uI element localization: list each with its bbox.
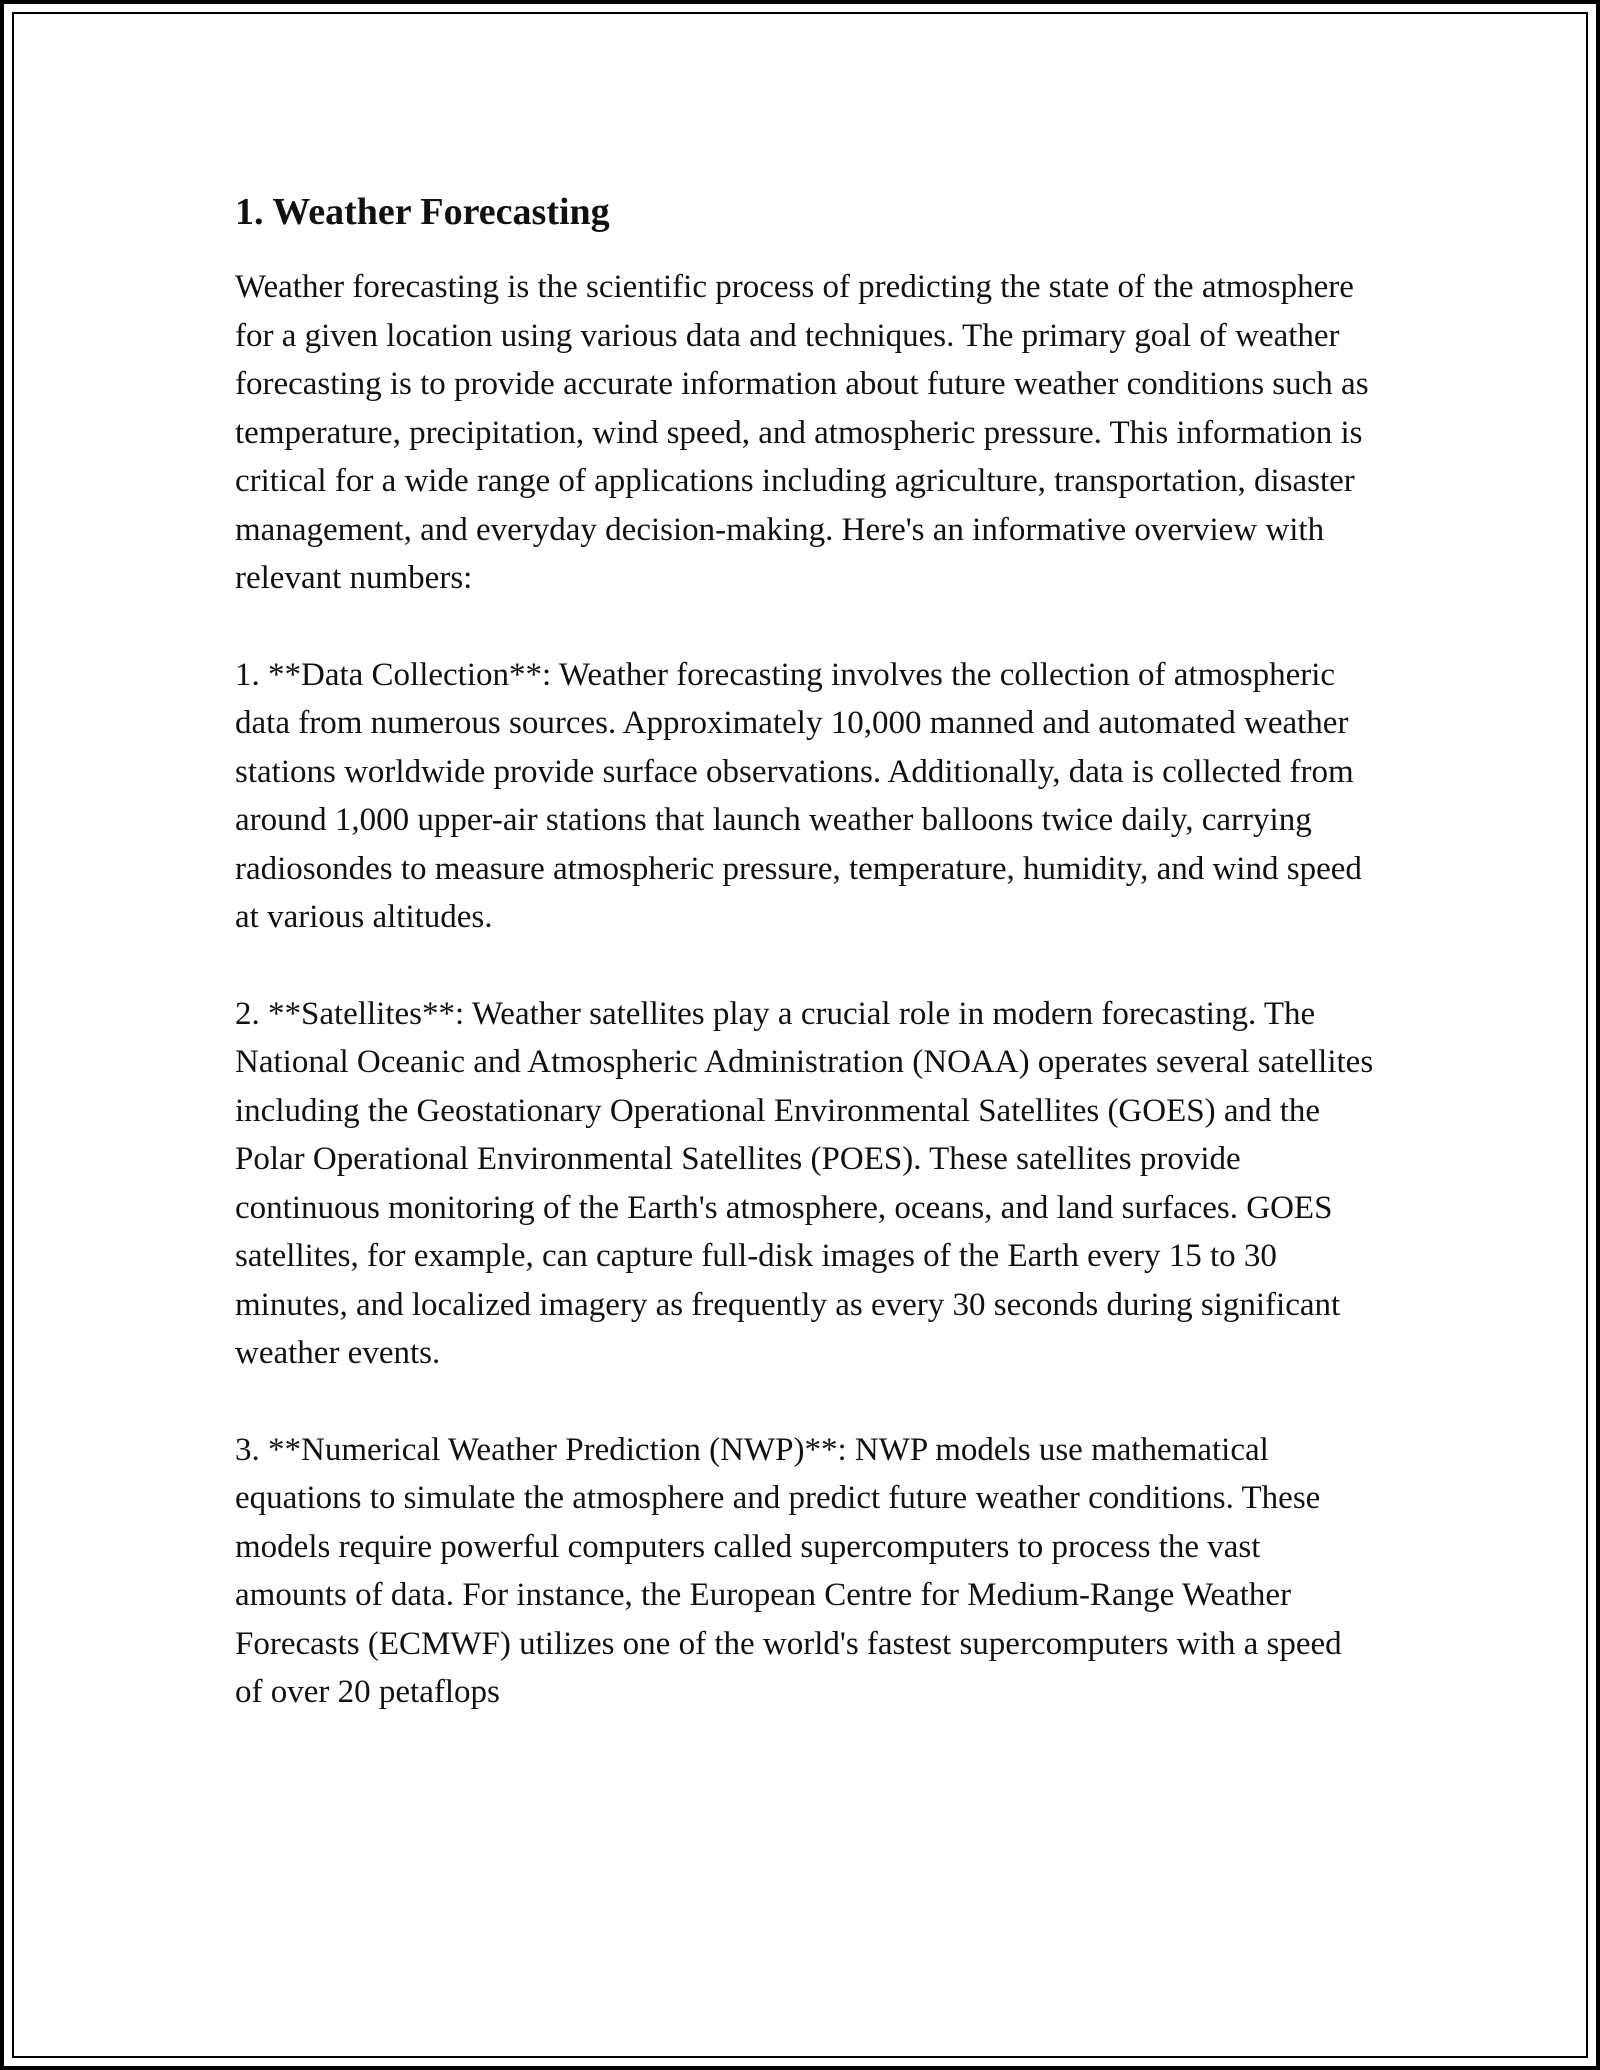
nwp-paragraph: 3. **Numerical Weather Prediction (NWP)**: NWP models use mathematical equations to simulate the atmosphere and predict future weather conditions. These models require powerful computers called supercomputers to process the vast amounts of data. For instance, the European Centre for Medium-Range Weather Forecasts (ECMWF) utilizes one of the world's fastest supercomputers with a speed of over 20 petaflops [235,1431,1342,1710]
section-heading: 1. Weather Forecasting [235,191,610,233]
document-body [235,186,1375,1717]
intro-paragraph: Weather forecasting is the scientific process of predicting the state of the atmosphere for a given location using various data and techniques. The primary goal of weather forecasting is to provide accurate information about future weather conditions such as temperature, precipitation, wind speed, and atmospheric pressure. This information is critical for a wide range of applications including agriculture, transportation, disaster management, and everyday decision-making. Here's an informative overview with relevant numbers: [235,269,1369,596]
satellites-paragraph: 2. **Satellites**: Weather satellites play a crucial role in modern forecasting. The National Oceanic and Atmospheric Administration (NOAA) operates several satellites including the Geostationary Operational Environmental Satellites (GOES) and the Polar Operational Environmental Satellites (POES). These satellites provide continuous monitoring of the Earth's atmosphere, oceans, and land surfaces. GOES satellites, for example, can capture full-disk images of the Earth every 15 to 30 minutes, and localized imagery as frequently as every 30 seconds during significant weather events. [235,995,1374,1371]
data-collection-paragraph: 1. **Data Collection**: Weather forecasting involves the collection of atmospheric data from numerous sources. Approximately 10,000 manned and automated weather stations worldwide provide surface observations. Additionally, data is collected from around 1,000 upper-air stations that launch weather balloons twice daily, carrying radiosondes to measure atmospheric pressure, temperature, humidity, and wind speed at various altitudes. [235,656,1362,935]
